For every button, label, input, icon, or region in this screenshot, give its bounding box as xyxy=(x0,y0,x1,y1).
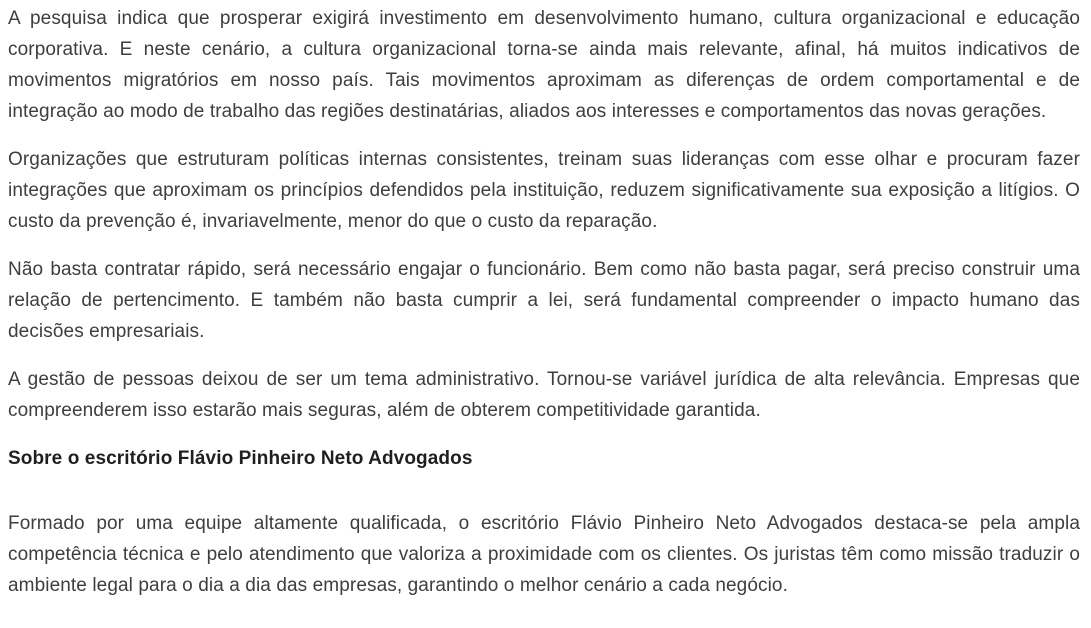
paragraph: A gestão de pessoas deixou de ser um tema administrativo. Tornou-se variável jurídica de alta relevância. Empresas que compreenderem isso estarão mais seguras, além de obterem competitividade garantida. xyxy=(8,369,1080,421)
paragraph: Organizações que estruturam políticas internas consistentes, treinam suas lideranças com esse olhar e procuram fazer integrações que aproximam os princípios defendidos pela instituição, reduzem significativamente sua exposição a litígios. O custo da prevenção é, invariavelmente, menor do que o custo da reparação. xyxy=(8,149,1080,232)
section-heading: Sobre o escritório Flávio Pinheiro Neto Advogados xyxy=(8,448,473,469)
paragraph-about-firm: Formado por uma equipe altamente qualificada, o escritório Flávio Pinheiro Neto Advogados destaca-se pela ampla competência técnica e pelo atendimento que valoriza a proximidade com os clientes. Os juristas têm como missão traduzir o ambiente legal para o dia a dia das empresas, garantindo o melhor cenário a cada negócio. xyxy=(8,513,1080,596)
paragraph: Não basta contratar rápido, será necessário engajar o funcionário. Bem como não basta pagar, será preciso construir uma relação de pertencimento. E também não basta cumprir a lei, será fundamental compreender o impacto humano das decisões empresariais. xyxy=(8,259,1080,342)
paragraph: A pesquisa indica que prosperar exigirá investimento em desenvolvimento humano, cultura organizacional e educação corporativa. E neste cenário, a cultura organizacional torna-se ainda mais relevante, afinal, há muitos indicativos de movimentos migratórios em nosso país. Tais movimentos aproximam as diferenças de ordem comportamental e de integração ao modo de trabalho das regiões destinatárias, aliados aos interesses e comportamentos das novas gerações. xyxy=(8,8,1080,122)
